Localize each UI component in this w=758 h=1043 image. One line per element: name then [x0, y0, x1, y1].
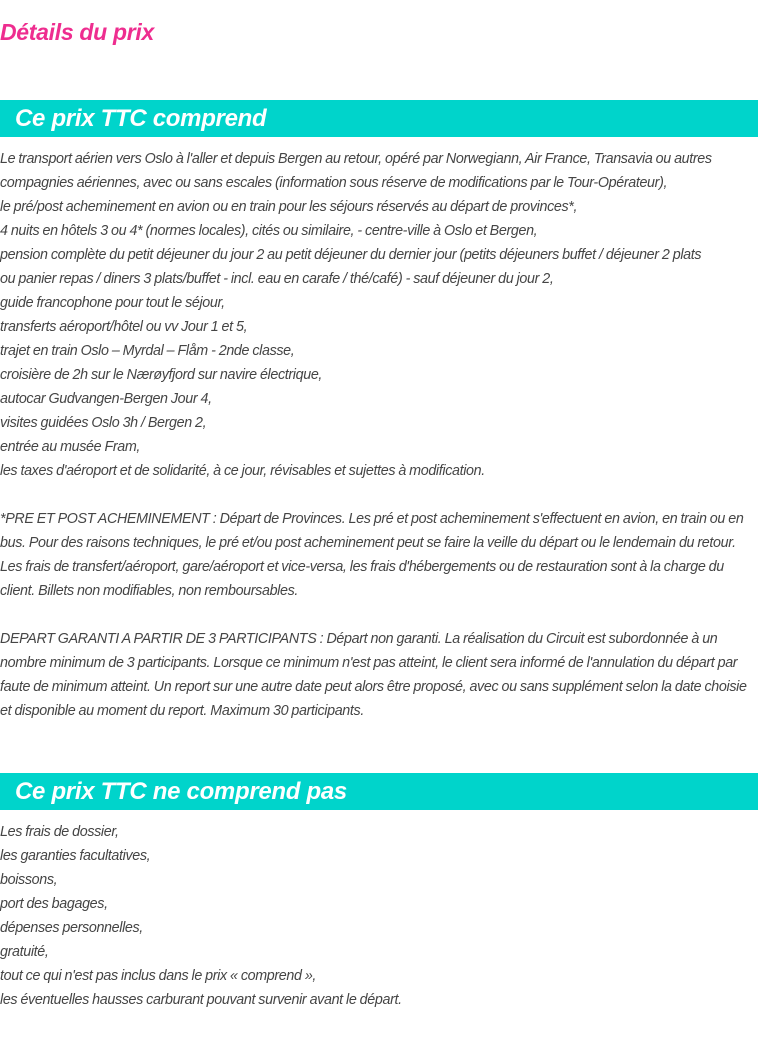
includes-line: 4 nuits en hôtels 3 ou 4* (normes locales), cités ou similaire, - centre-ville à Oslo et Bergen,: [0, 223, 538, 239]
pre-post-acheminement-text: *PRE ET POST ACHEMINEMENT : Départ de Provinces. Les pré et post acheminement s'effectuent en avion, en train ou en bus. Pour des raisons techniques, le pré et/ou post acheminement peut se faire la veille du départ ou le lendemain du retour. Les frais de transfert/aéroport, gare/aéroport et vice-versa, les frais d'hébergements ou de restauration sont à la charge du client. Billets non modifiables, non remboursables.: [0, 511, 744, 599]
pre-post-acheminement-note: [0, 507, 758, 603]
departure-guarantee-text: DEPART GARANTI A PARTIR DE 3 PARTICIPANTS : Départ non garanti. La réalisation du Circuit est subordonnée à un nombre minimum de 3 participants. Lorsque ce minimum n'est pas atteint, le client sera informé de l'annulation du départ par faute de minimum atteint. Un report sur une autre date peut alors être proposé, avec ou sans supplément selon la date choisie et disponible au moment du report. Maximum 30 participants.: [0, 631, 747, 719]
excludes-line: gratuité,: [0, 944, 49, 960]
includes-list: [0, 147, 758, 483]
includes-line: le pré/post acheminement en avion ou en train pour les séjours réservés au départ de provinces*,: [0, 199, 578, 215]
includes-line: guide francophone pour tout le séjour,: [0, 295, 225, 311]
excludes-line: Les frais de dossier,: [0, 824, 119, 840]
excludes-section-header: [0, 773, 758, 810]
includes-line: pension complète du petit déjeuner du jour 2 au petit déjeuner du dernier jour (petits déjeuners buffet / déjeuner 2 plats: [0, 247, 702, 263]
includes-line: entrée au musée Fram,: [0, 439, 141, 455]
includes-line: compagnies aériennes, avec ou sans escales (information sous réserve de modifications par le Tour-Opérateur),: [0, 175, 668, 191]
excludes-line: dépenses personnelles,: [0, 920, 143, 936]
includes-line: visites guidées Oslo 3h / Bergen 2,: [0, 415, 207, 431]
includes-line: les taxes d'aéroport et de solidarité, à ce jour, révisables et sujettes à modification.: [0, 463, 485, 479]
includes-line: autocar Gudvangen-Bergen Jour 4,: [0, 391, 212, 407]
includes-line: trajet en train Oslo – Myrdal – Flåm - 2nde classe,: [0, 343, 295, 359]
excludes-line: les éventuelles hausses carburant pouvant survenir avant le départ.: [0, 992, 402, 1008]
excludes-line: port des bagages,: [0, 896, 108, 912]
excludes-line: boissons,: [0, 872, 58, 888]
includes-heading: Ce prix TTC comprend: [15, 105, 267, 132]
includes-line: Le transport aérien vers Oslo à l'aller et depuis Bergen au retour, opéré par Norwegiann, Air France, Transavia ou autres: [0, 151, 712, 167]
departure-guarantee-note: [0, 627, 758, 723]
excludes-heading: Ce prix TTC ne comprend pas: [15, 778, 347, 805]
excludes-list: [0, 820, 758, 1012]
includes-line: ou panier repas / diners 3 plats/buffet - incl. eau en carafe / thé/café) - sauf déjeuner du jour 2,: [0, 271, 554, 287]
includes-line: croisière de 2h sur le Nærøyfjord sur navire électrique,: [0, 367, 323, 383]
includes-line: transferts aéroport/hôtel ou vv Jour 1 et 5,: [0, 319, 248, 335]
excludes-line: les garanties facultatives,: [0, 848, 151, 864]
page-title: Détails du prix: [0, 19, 154, 45]
excludes-line: tout ce qui n'est pas inclus dans le prix « comprend »,: [0, 968, 317, 984]
includes-section-header: [0, 100, 758, 137]
